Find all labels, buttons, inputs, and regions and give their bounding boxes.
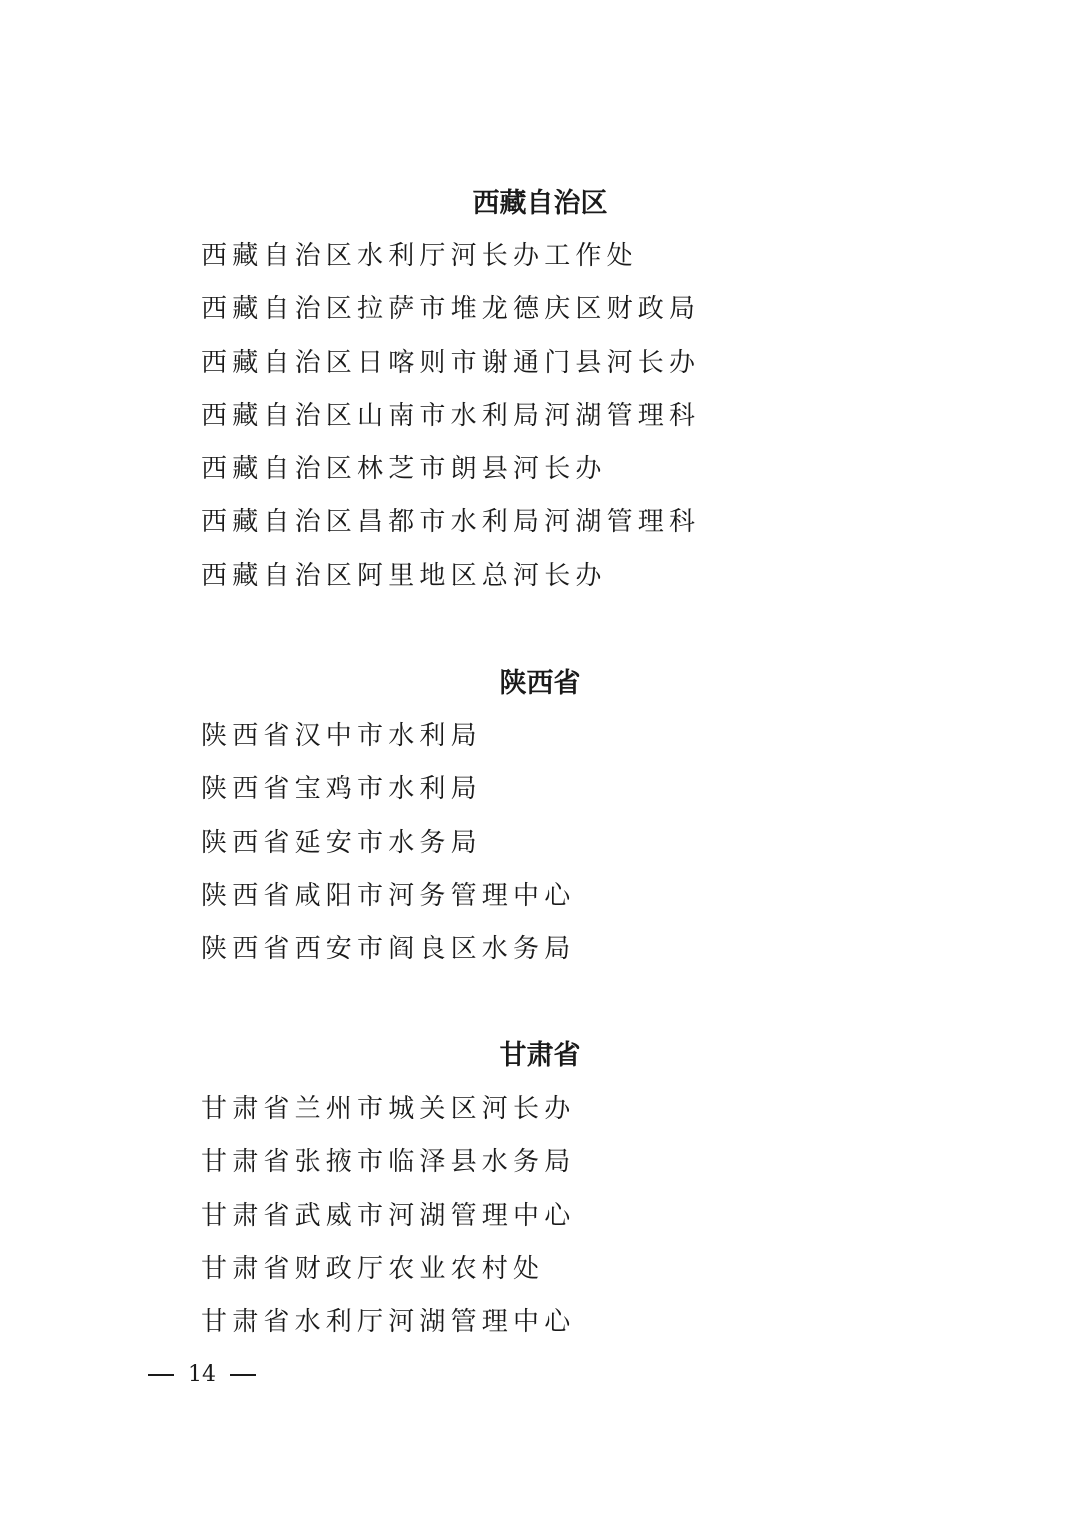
list-item: 陕西省延安市水务局: [201, 827, 482, 858]
list-item: 陕西省汉中市水利局: [201, 721, 482, 751]
list-item: 西藏自治区山南市水利局河湖管理科: [201, 400, 701, 431]
list-item: 陕西省咸阳市河务管理中心: [201, 880, 576, 911]
entry-list: [201, 720, 575, 986]
list-item: 西藏自治区拉萨市堆龙德庆区财政局: [201, 294, 701, 325]
dash-right-icon: [230, 1374, 256, 1376]
list-item: 甘肃省财政厅农业农村处: [201, 1253, 545, 1284]
section-title: 甘肃省: [499, 1040, 581, 1071]
section-title: 陕西省: [499, 668, 581, 699]
list-item: 甘肃省兰州市城关区河长办: [201, 1094, 576, 1124]
list-item: 西藏自治区水利厅河长办工作处: [201, 241, 638, 271]
dash-left-icon: [148, 1374, 174, 1376]
list-item: 甘肃省张掖市临泽县水务局: [201, 1147, 576, 1178]
list-item: 西藏自治区日喀则市谢通门县河长办: [201, 347, 701, 378]
list-item: 西藏自治区阿里地区总河长办: [201, 560, 607, 591]
entry-list: [201, 1093, 575, 1359]
page-number: [148, 1360, 270, 1390]
page-number-text: 14: [188, 1362, 216, 1387]
list-item: 甘肃省武威市河湖管理中心: [201, 1200, 576, 1231]
section-title: 西藏自治区: [472, 188, 608, 219]
list-item: 西藏自治区林芝市朗县河长办: [201, 454, 607, 485]
entry-list: [201, 240, 700, 613]
list-item: 西藏自治区昌都市水利局河湖管理科: [201, 507, 701, 538]
list-item: 陕西省宝鸡市水利局: [201, 774, 482, 805]
list-item: 甘肃省水利厅河湖管理中心: [201, 1307, 576, 1338]
list-item: 陕西省西安市阎良区水务局: [201, 934, 576, 965]
